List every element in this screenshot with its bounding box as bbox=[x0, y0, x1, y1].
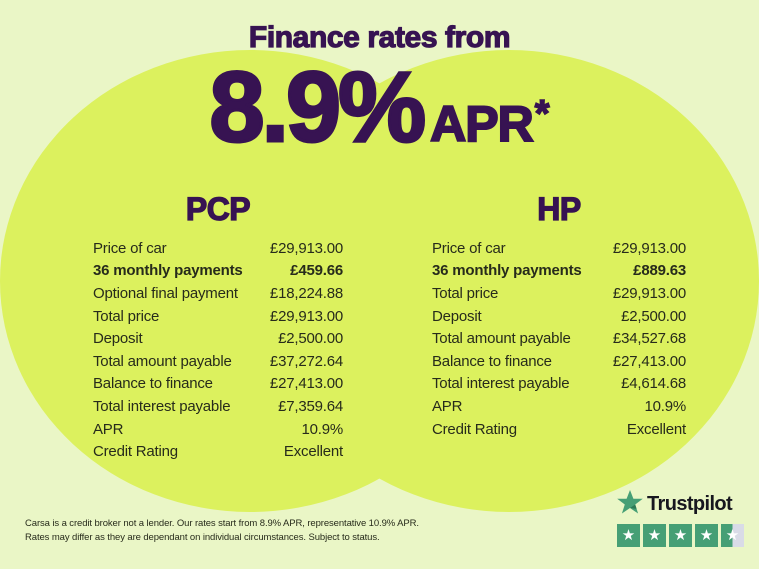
table-row bbox=[432, 373, 686, 396]
rating-star-box-half bbox=[721, 524, 744, 547]
row-label: Price of car bbox=[93, 239, 167, 257]
star-icon: ★ bbox=[673, 526, 688, 544]
row-label: Optional final payment bbox=[93, 284, 238, 302]
table-row bbox=[93, 237, 343, 260]
row-label: Balance to finance bbox=[93, 375, 213, 393]
row-label: Total price bbox=[93, 307, 160, 325]
row-label: Total price bbox=[432, 284, 499, 302]
trustpilot-widget bbox=[617, 489, 749, 547]
row-value: £29,913.00 bbox=[612, 284, 686, 302]
table-row bbox=[432, 418, 686, 441]
trustpilot-logo bbox=[617, 489, 749, 520]
row-value: £29,913.00 bbox=[269, 239, 343, 257]
row-value: £27,413.00 bbox=[269, 375, 343, 393]
table-row bbox=[93, 395, 343, 418]
row-value: £7,359.64 bbox=[278, 397, 343, 415]
table-row bbox=[432, 305, 686, 328]
row-value: £889.63 bbox=[633, 262, 686, 280]
star-icon: ★ bbox=[699, 526, 714, 544]
trustpilot-rating-stars bbox=[617, 524, 749, 547]
row-value: £27,413.00 bbox=[612, 352, 686, 370]
row-value: £37,272.64 bbox=[269, 352, 343, 370]
star-icon: ★ bbox=[647, 526, 662, 544]
row-value: Excellent bbox=[283, 443, 343, 461]
table-row bbox=[432, 237, 686, 260]
rating-star-box-full bbox=[617, 524, 640, 547]
rate-unit: APR bbox=[430, 96, 533, 152]
row-value: £18,224.88 bbox=[269, 284, 343, 302]
row-value: £2,500.00 bbox=[621, 307, 686, 325]
trustpilot-wordmark: Trustpilot bbox=[647, 493, 733, 515]
row-value: £459.66 bbox=[290, 262, 343, 280]
banner-title: Finance rates from bbox=[248, 21, 511, 54]
row-label: APR bbox=[93, 420, 124, 438]
table-row bbox=[93, 327, 343, 350]
headline-rate bbox=[0, 51, 759, 162]
row-value: £29,913.00 bbox=[612, 239, 686, 257]
row-value: £34,527.68 bbox=[612, 330, 686, 348]
row-label: Total interest payable bbox=[432, 375, 570, 393]
table-row bbox=[93, 282, 343, 305]
table-row bbox=[93, 373, 343, 396]
rate-value: 8.9% bbox=[209, 51, 424, 162]
row-label: Deposit bbox=[93, 330, 143, 348]
row-label: Total amount payable bbox=[432, 330, 571, 348]
table-row bbox=[432, 350, 686, 373]
star-icon: ★ bbox=[621, 526, 636, 544]
table-row bbox=[432, 327, 686, 350]
row-label: Total amount payable bbox=[93, 352, 232, 370]
disclaimer-line-1: Carsa is a credit broker not a lender. Our rates start from 8.9% APR, representative 10.9% APR. bbox=[25, 518, 419, 529]
pcp-table bbox=[93, 237, 343, 463]
rating-star-box-full bbox=[643, 524, 666, 547]
rating-star-box-full bbox=[695, 524, 718, 547]
table-row bbox=[93, 260, 343, 283]
table-row bbox=[432, 260, 686, 283]
row-label: APR bbox=[432, 397, 463, 415]
row-value: Excellent bbox=[626, 420, 686, 438]
trustpilot-star-icon bbox=[617, 489, 643, 520]
row-label: Balance to finance bbox=[432, 352, 552, 370]
row-label: Credit Rating bbox=[93, 443, 178, 461]
table-row bbox=[93, 350, 343, 373]
hp-table-title: HP bbox=[537, 191, 581, 227]
row-label: 36 monthly payments bbox=[432, 262, 582, 280]
table-row bbox=[93, 418, 343, 441]
rating-star-box-full bbox=[669, 524, 692, 547]
row-label: Credit Rating bbox=[432, 420, 517, 438]
row-label: 36 monthly payments bbox=[93, 262, 243, 280]
hp-table bbox=[432, 237, 686, 440]
row-label: Total interest payable bbox=[93, 397, 231, 415]
row-label: Deposit bbox=[432, 307, 482, 325]
table-row bbox=[432, 282, 686, 305]
legal-disclaimer bbox=[25, 517, 445, 544]
table-row bbox=[93, 305, 343, 328]
row-label: Price of car bbox=[432, 239, 506, 257]
table-row bbox=[432, 395, 686, 418]
row-value: £4,614.68 bbox=[621, 375, 686, 393]
star-icon: ★ bbox=[725, 526, 740, 544]
row-value: £2,500.00 bbox=[278, 330, 343, 348]
table-row bbox=[93, 440, 343, 463]
rate-asterisk: * bbox=[534, 93, 550, 135]
pcp-table-title: PCP bbox=[185, 191, 251, 227]
row-value: 10.9% bbox=[301, 420, 343, 438]
row-value: £29,913.00 bbox=[269, 307, 343, 325]
row-value: 10.9% bbox=[644, 397, 686, 415]
disclaimer-line-2: Rates may differ as they are dependant on individual circumstances. Subject to status. bbox=[25, 531, 380, 543]
